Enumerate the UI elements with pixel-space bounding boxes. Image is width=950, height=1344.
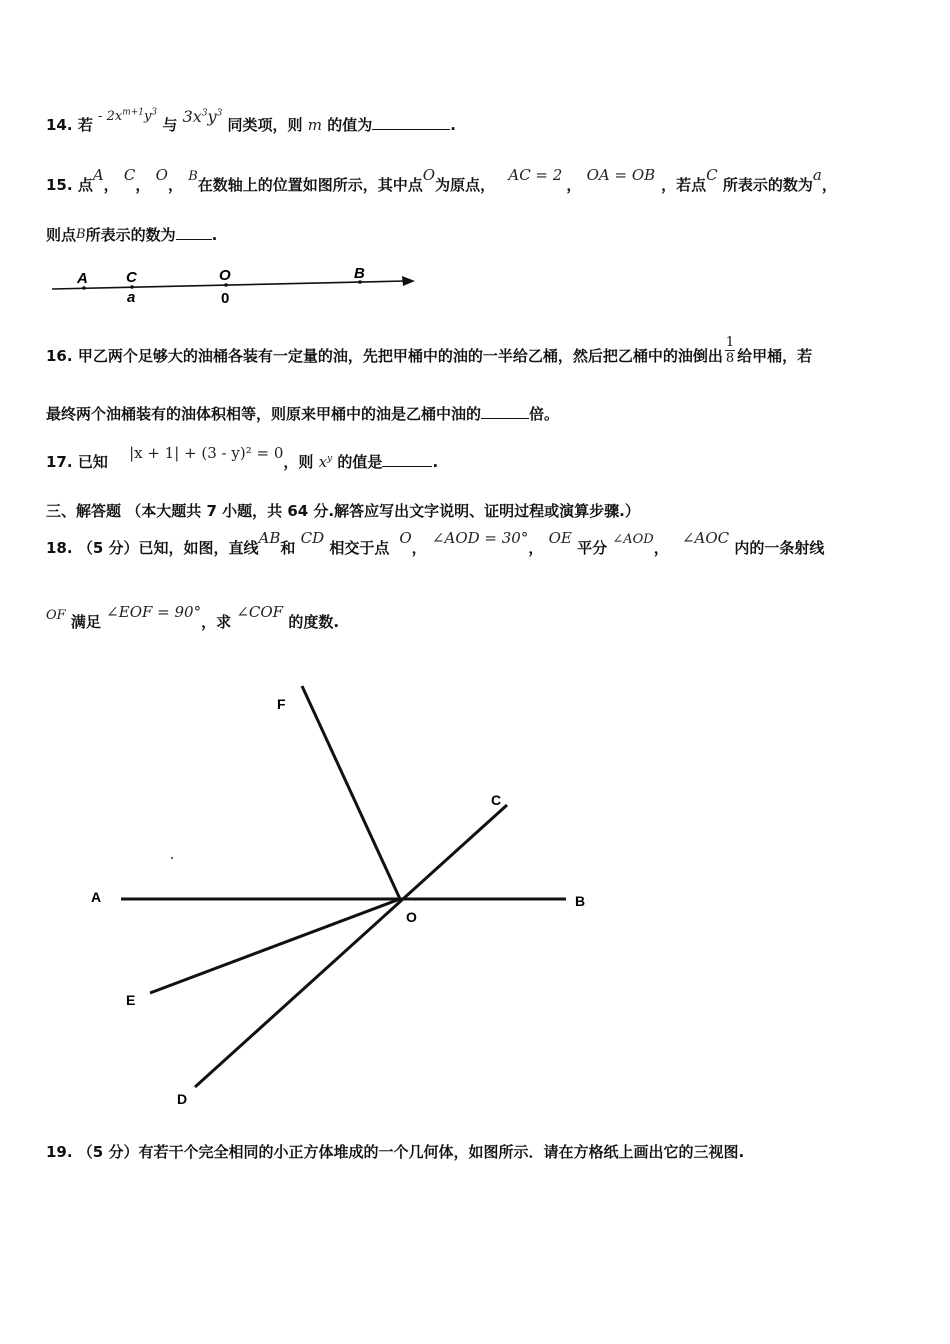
label-B: B	[354, 265, 365, 282]
label-O: O	[219, 267, 231, 284]
question-16-line2: 最终两个油桶装有的油体积相等，则原来甲桶中的油是乙桶中油的 倍。	[46, 405, 560, 423]
line-cd	[195, 805, 507, 1087]
question-17: 17. 已知 |x + 1| + (3 - y)² = 0，则 $x^y$ 的值是 .	[46, 444, 439, 471]
q15-expr1: AC = 2	[508, 166, 563, 184]
question-16: 16. 甲乙两个足够大的油桶各装有一定量的油，先把甲桶中的油的一半给乙桶，然后把乙桶中的油倒出 $\frac{1}{8}$ 给甲桶，若	[46, 335, 813, 366]
q14-expr1: - $2x^{m+1}y^3$	[98, 107, 158, 124]
fig-label-C: C	[491, 792, 502, 808]
stray-dot	[171, 857, 173, 859]
q14-number: 14.	[46, 116, 73, 134]
fig-label-E: E	[126, 992, 136, 1008]
fig-label-B: B	[575, 893, 586, 909]
question-18: 18. （5 分）已知，如图，直线AB和 CD 相交于点O， ∠AOD = 30°， OE 平分 ∠AOD， ∠AOC 内的一条射线	[46, 529, 825, 557]
fig-label-O: O	[406, 909, 417, 925]
question-14: 14. 若 - $2x^{m+1}y^3$ 与 $3x^3y^3$ 同类项，则 m 的值为 .	[46, 107, 456, 134]
label-a-value: a	[127, 289, 136, 306]
fraction-one-eighth: $\frac{1}{8}$	[725, 335, 735, 366]
label-C: C	[126, 269, 137, 286]
fig-label-F: F	[277, 696, 286, 712]
section-3-heading: 三、解答题 （本大题共 7 小题，共 64 分.解答应写出文字说明、证明过程或演算步骤.）	[46, 502, 640, 520]
q14-expr2: $3x^3y^3$	[182, 107, 223, 126]
ray-oe	[150, 899, 400, 993]
question-19: 19. （5 分）有若干个完全相同的小正方体堆成的一个几何体，如图所示．请在方格纸上画出它的三视图.	[46, 1143, 745, 1161]
q18-angle-eof-90: ∠EOF = 90°	[106, 603, 202, 621]
q15-expr2: OA = OB	[586, 166, 656, 184]
fig-label-A: A	[91, 889, 102, 905]
question-15: 15. 点A， C， O， B在数轴上的位置如图所示，其中点O为原点， AC = 2， OA = OB，若点C 所表示的数为a，	[46, 166, 837, 194]
question-18-line2: OF 满足 ∠EOF = 90°，求 ∠COF 的度数.	[46, 603, 340, 631]
label-A: A	[77, 270, 88, 287]
question-15-line2: 则点B所表示的数为 .	[46, 226, 218, 244]
ray-of	[302, 686, 400, 899]
fig-label-D: D	[177, 1091, 188, 1107]
label-zero: 0	[221, 290, 230, 307]
q18-angle-aod-30: ∠AOD = 30°	[431, 529, 529, 547]
q17-expr: |x + 1| + (3 - y)² = 0	[129, 444, 284, 462]
